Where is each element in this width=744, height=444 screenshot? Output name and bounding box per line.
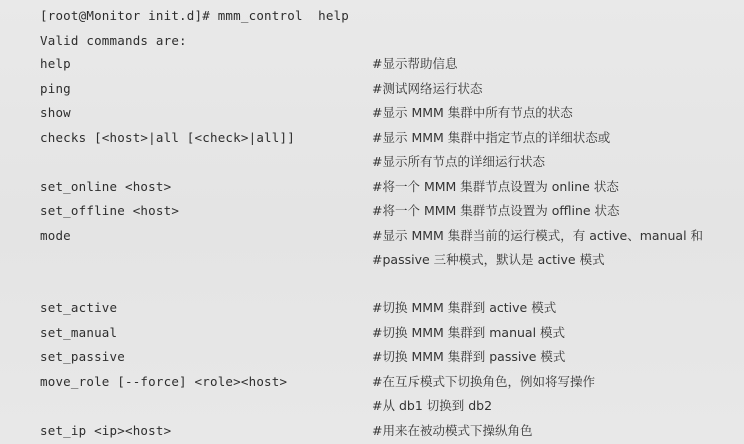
command-description: #从 db1 切换到 db2 [372, 398, 493, 413]
command-description: #显示 MMM 集群中指定节点的详细状态或 [372, 130, 611, 145]
command-name: set_ip <ip><host> [40, 423, 172, 438]
shell-prompt-line: [root@Monitor init.d]# mmm_control help [40, 8, 350, 23]
command-description: #切换 MMM 集群到 passive 模式 [372, 349, 566, 364]
command-description: #切换 MMM 集群到 active 模式 [372, 300, 557, 315]
command-name: set_active [40, 300, 118, 315]
command-description: #将一个 MMM 集群节点设置为 online 状态 [372, 179, 619, 194]
command-name: checks [<host>|all [<check>|all]] [40, 130, 295, 145]
command-name: set_passive [40, 349, 125, 364]
command-name: mode [40, 228, 71, 243]
command-description: #显示 MMM 集群当前的运行模式，有 active、manual 和 [372, 228, 704, 243]
valid-commands-heading: Valid commands are: [40, 33, 187, 48]
command-name: show [40, 105, 71, 120]
command-name: set_offline <host> [40, 203, 180, 218]
command-description: #将一个 MMM 集群节点设置为 offline 状态 [372, 203, 620, 218]
command-description: #测试网络运行状态 [372, 81, 483, 96]
command-description: #显示 MMM 集群中所有节点的状态 [372, 105, 573, 120]
command-description: #用来在被动模式下操纵角色 [372, 423, 533, 438]
command-name: move_role [--force] <role><host> [40, 374, 288, 389]
command-description: #显示帮助信息 [372, 56, 458, 71]
command-description: #切换 MMM 集群到 manual 模式 [372, 325, 566, 340]
command-name: set_manual [40, 325, 118, 340]
command-name: ping [40, 81, 71, 96]
command-description: #在互斥模式下切换角色，例如将写操作 [372, 374, 595, 389]
command-description: #passive 三种模式，默认是 active 模式 [372, 252, 605, 267]
command-description: #显示所有节点的详细运行状态 [372, 154, 545, 169]
command-name: set_online <host> [40, 179, 172, 194]
command-name: help [40, 56, 71, 71]
